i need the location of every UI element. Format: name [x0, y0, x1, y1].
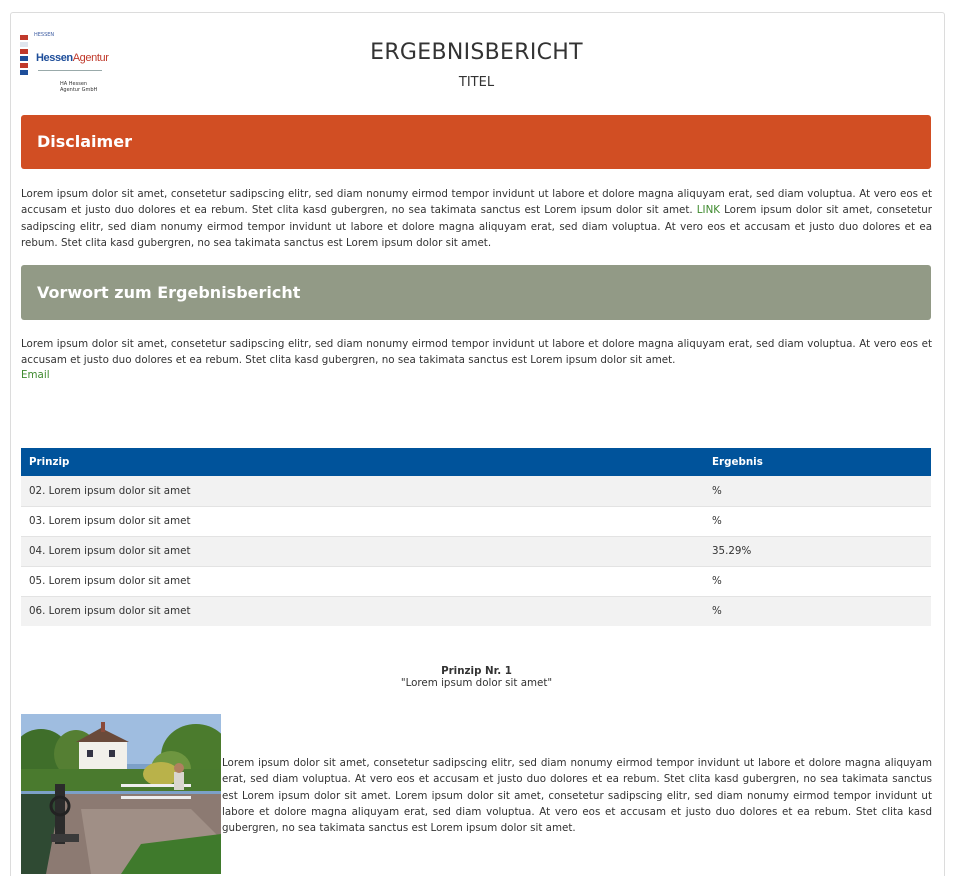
logo-wordmark	[36, 52, 108, 64]
table-cell-prinzip: 02. Lorem ipsum dolor sit amet	[21, 476, 704, 506]
principle-number: Prinzip Nr. 1	[441, 665, 512, 677]
disclaimer-text-part1: Lorem ipsum dolor sit amet, consetetur sadipscing elitr, sed diam nonumy eirmod tempor invidunt ut labore et dolore magna aliquyam erat, sed diam voluptua. At vero eos et accusam et justo duo dolores et ea rebum. Stet clita kasd gubergren, no sea takimata sanctus est Lorem ipsum dolor sit amet.	[21, 188, 932, 217]
table-cell-prinzip: 05. Lorem ipsum dolor sit amet	[21, 566, 704, 596]
vorwort-banner	[21, 265, 931, 320]
disclaimer-link[interactable]: LINK	[696, 204, 721, 217]
page-subtitle: TITEL	[458, 75, 495, 90]
table-header-row	[21, 448, 931, 476]
logo-rule	[38, 70, 102, 71]
table-row	[21, 536, 931, 566]
table-cell-ergebnis: %	[704, 476, 931, 506]
column-header-prinzip: Prinzip	[21, 448, 704, 476]
table-cell-ergebnis: %	[704, 596, 931, 626]
table-cell-ergebnis: 35.29%	[704, 536, 931, 566]
table-cell-ergebnis: %	[704, 566, 931, 596]
logo-stripes	[20, 35, 28, 77]
logo-top-label: HESSEN	[34, 32, 55, 38]
table-row	[21, 476, 931, 506]
table-cell-prinzip: 04. Lorem ipsum dolor sit amet	[21, 536, 704, 566]
canal-lock-photo	[21, 714, 221, 874]
table-cell-prinzip: 06. Lorem ipsum dolor sit amet	[21, 596, 704, 626]
results-table	[21, 448, 931, 626]
logo-brand-first: Hessen	[36, 52, 73, 64]
vorwort-text: Lorem ipsum dolor sit amet, consetetur sadipscing elitr, sed diam nonumy eirmod tempor invidunt ut labore et dolore magna aliquyam erat, sed diam voluptua. At vero eos et accusam et justo duo dolores et ea rebum. Stet clita kasd gubergren, no sea takimata sanctus est Lorem ipsum dolor sit amet.	[21, 338, 932, 367]
disclaimer-heading: Disclaimer	[37, 132, 132, 151]
principle-quote: "Lorem ipsum dolor sit amet"	[400, 677, 553, 689]
table-row	[21, 596, 931, 626]
table-cell-ergebnis: %	[704, 506, 931, 536]
table-cell-prinzip: 03. Lorem ipsum dolor sit amet	[21, 506, 704, 536]
vorwort-heading: Vorwort zum Ergebnisbericht	[37, 283, 301, 302]
logo-sub-label: HA Hessen Agentur GmbH	[60, 81, 98, 93]
disclaimer-banner	[21, 115, 931, 169]
principle-heading	[300, 665, 653, 689]
logo-brand-second: Agentur	[72, 52, 109, 64]
column-header-ergebnis: Ergebnis	[704, 448, 931, 476]
page-title: ERGEBNISBERICHT	[370, 40, 583, 65]
hessen-agentur-logo	[20, 32, 109, 93]
principle-text: Lorem ipsum dolor sit amet, consetetur sadipscing elitr, sed diam nonumy eirmod tempor invidunt ut labore et dolore magna aliquyam erat, sed diam voluptua. At vero eos et accusam et justo duo dolores et ea rebum. Stet clita kasd gubergren, no sea takimata sanctus est Lorem ipsum dolor sit amet. Lorem ipsum dolor sit amet, consetetur sadipscing elitr, sed diam nonumy eirmod tempor invidunt ut labore et dolore magna aliquyam erat, sed diam voluptua. At vero eos et accusam et justo duo dolores et ea rebum. Stet clita kasd gubergren, no sea takimata sanctus est Lorem ipsum dolor sit amet.	[222, 757, 932, 835]
table-row	[21, 566, 931, 596]
email-link[interactable]: Email	[21, 369, 50, 381]
disclaimer-text	[21, 186, 932, 251]
disclaimer-text-part2: Lorem ipsum dolor sit amet, consetetur sadipscing elitr, sed diam nonumy eirmod tempor invidunt ut labore et dolore magna aliquyam erat, sed diam voluptua. At vero eos et accusam et justo duo dolores et ea rebum. Stet clita kasd gubergren, no sea takimata sanctus est Lorem ipsum dolor sit amet.	[21, 204, 932, 249]
table-row	[21, 506, 931, 536]
